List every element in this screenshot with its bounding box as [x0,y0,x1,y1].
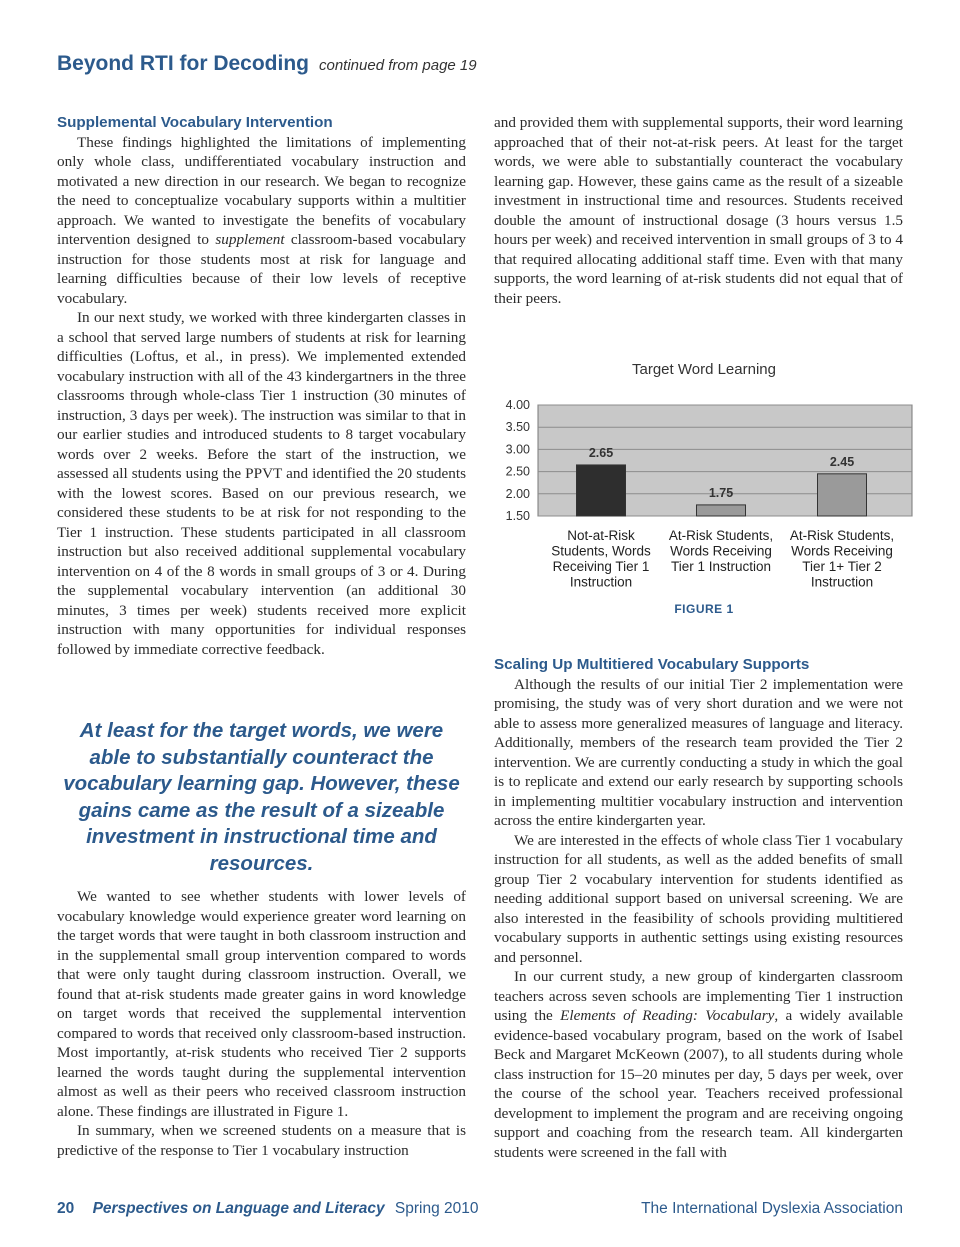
bar [818,474,867,516]
bar-chart [494,355,914,600]
organization-name: The International Dyslexia Association [641,1200,903,1217]
data-label: 2.65 [588,445,614,460]
x-tick-label: Tier 1 Instruction [670,559,772,574]
paragraph: and provided them with supplemental supports, their word learning approached that of their not-at-risk peers. At least for the target words, we were able to substantially counteract the vocabulary learning gap. However, these gains came as the result of a sizeable investment in instructional time and resources. Students received double the amount of instructional dosage (3 hours versus 1.5 hours per week) and received intervention in small groups of 3 to 4 that required allocating additional staff time. Even with that many supports, the word learning of at-risk students did not equal that of their peers. [494,114,903,307]
data-label: 1.75 [708,485,734,500]
x-tick-label: At-Risk Students, [668,528,774,543]
issue-season: Spring 2010 [394,1200,479,1217]
x-tick-label: Receiving Tier 1 [552,559,650,574]
x-tick-label: Instruction [810,574,874,590]
x-tick-label: Words Receiving [791,543,893,559]
left-column-bottom [57,887,466,1160]
page-footer [57,1200,903,1218]
paragraph: These findings highlighted the limitations of implementing only whole class, undifferentiated vocabulary instruction and motivated a new direction in our research. We began to recognize the need to conceptualize vocabulary supports within a multitier approach. We wanted to investigate the benefits of vocabulary intervention designed to supplement classroom-based vocabulary instruction for those students most at risk for language and learning difficulties because of their low levels of receptive vocabulary. [57,133,467,307]
paragraph: In our next study, we worked with three kindergarten classes in a school that served large numbers of students at risk for learning difficulties (Loftus, et al., in press). We implemented extended vocabulary instruction with all of the 43 kindergartners in the three classrooms through whole-class Tier 1 instruction (30 minutes of instruction, 3 days per week). The instruction was similar to that in our earlier studies and introduced students to 8 target vocabulary words over 2 weeks. Before the start of the instruction, we assessed all students using the PPVT and identified the 20 students with the lowest scores. Based on our previous research, we considered these students to be at risk for not responding to the Tier 1 instruction. These students participated in all classroom instruction but also received additional supplemental vocabulary intervention on 4 of the 8 words in small groups of 3 or 4. During the supplemental vocabulary intervention (an additional 30 minutes, 3 times per week) students received more explicit instruction with many opportunities for individual responses followed by immediate corrective feedback. [57,309,466,658]
data-label: 2.45 [829,454,855,469]
x-tick-label: Instruction [569,574,633,590]
page-header [57,52,477,76]
y-tick-label: 3.00 [505,442,530,457]
y-tick-label: 2.50 [505,464,530,479]
article-title: Beyond RTI for Decoding [57,52,309,75]
x-tick-label: Tier 1+ Tier 2 [802,559,882,574]
x-tick-label: At-Risk Students, [789,528,895,543]
chart-title: Target Word Learning [632,361,776,378]
left-column-top [57,113,466,659]
paragraph: We wanted to see whether students with lower levels of vocabulary knowledge would experience greater word learning on the target words that were taught in both classroom instruction and in the supplemental small group intervention compared to words that were only taught during classroom instruction. Overall, we found that at-risk students made greater gains in word knowledge on target words that received the supplemental intervention compared to words that received only classroom-based instruction. Most importantly, at-risk students who received Tier 2 supports learned the words taught during the supplemental intervention almost as well as their peers who received classroom instruction alone. These findings are illustrated in Figure 1. [57,888,466,1120]
y-tick-label: 1.50 [505,509,530,523]
bar [577,465,626,516]
continued-note: continued from page 19 [319,57,477,74]
figure-caption: FIGURE 1 [674,602,734,616]
y-tick-label: 3.50 [505,420,530,435]
paragraph: In summary, when we screened students on a measure that is predictive of the response to Tier 1 vocabulary instruction [57,1122,466,1159]
y-tick-label: 4.00 [505,398,530,412]
paragraph: In our current study, a new group of kindergarten classroom teachers across seven schools are implementing Tier 1 instruction using the Elements of Reading: Vocabulary, a widely available evidence-based vocabulary program, based on the work of Isabel Beck and Margaret McKeown (2007), to all students during whole class instruction for 15–20 minutes per day, 5 days per week, over the course of the school year. Teachers received professional development to implement the program and are receiving ongoing support and coaching from the research team. All kindergarten students were screened in the fall with [494,968,904,1161]
figure-1 [494,355,914,625]
page-number: 20 [57,1200,75,1217]
right-column-top [494,113,903,308]
paragraph: We are interested in the effects of whole class Tier 1 vocabulary instruction for all students, as well as the added benefits of small group Tier 2 vocabulary intervention for students identified as needing additional support based on universal screening. We are also interested in the feasibility of schools providing multitiered vocabulary supports in authentic settings using existing resources and personnel. [494,831,903,966]
y-tick-label: 2.00 [505,486,530,501]
bar [697,505,746,516]
right-column-bottom [494,655,903,1162]
pull-quote: At least for the target words, we were able to substantially counteract the vocabulary learning gap. However, these gains came as the result of a sizeable investment in instructional time and resources. [63,719,460,875]
x-tick-label: Students, Words [551,543,651,559]
journal-name: Perspectives on Language and Literacy [92,1200,385,1217]
x-tick-label: Not-at-Risk [567,528,635,543]
x-tick-label: Words Receiving [670,543,772,559]
section-heading-scaling: Scaling Up Multitiered Vocabulary Supports [494,656,810,673]
section-heading-supplemental: Supplemental Vocabulary Intervention [57,114,333,131]
paragraph: Although the results of our initial Tier 2 implementation were promising, the study was of very short duration and we were not able to assess more generalized measures of language and literacy. Additionally, members of the research team provided the Tier 2 intervention. We are currently conducting a study in which the goal is to replicate and extend our early research by supporting schools in implementing multitier vocabulary instruction and intervention across the entire kindergarten year. [494,675,903,829]
